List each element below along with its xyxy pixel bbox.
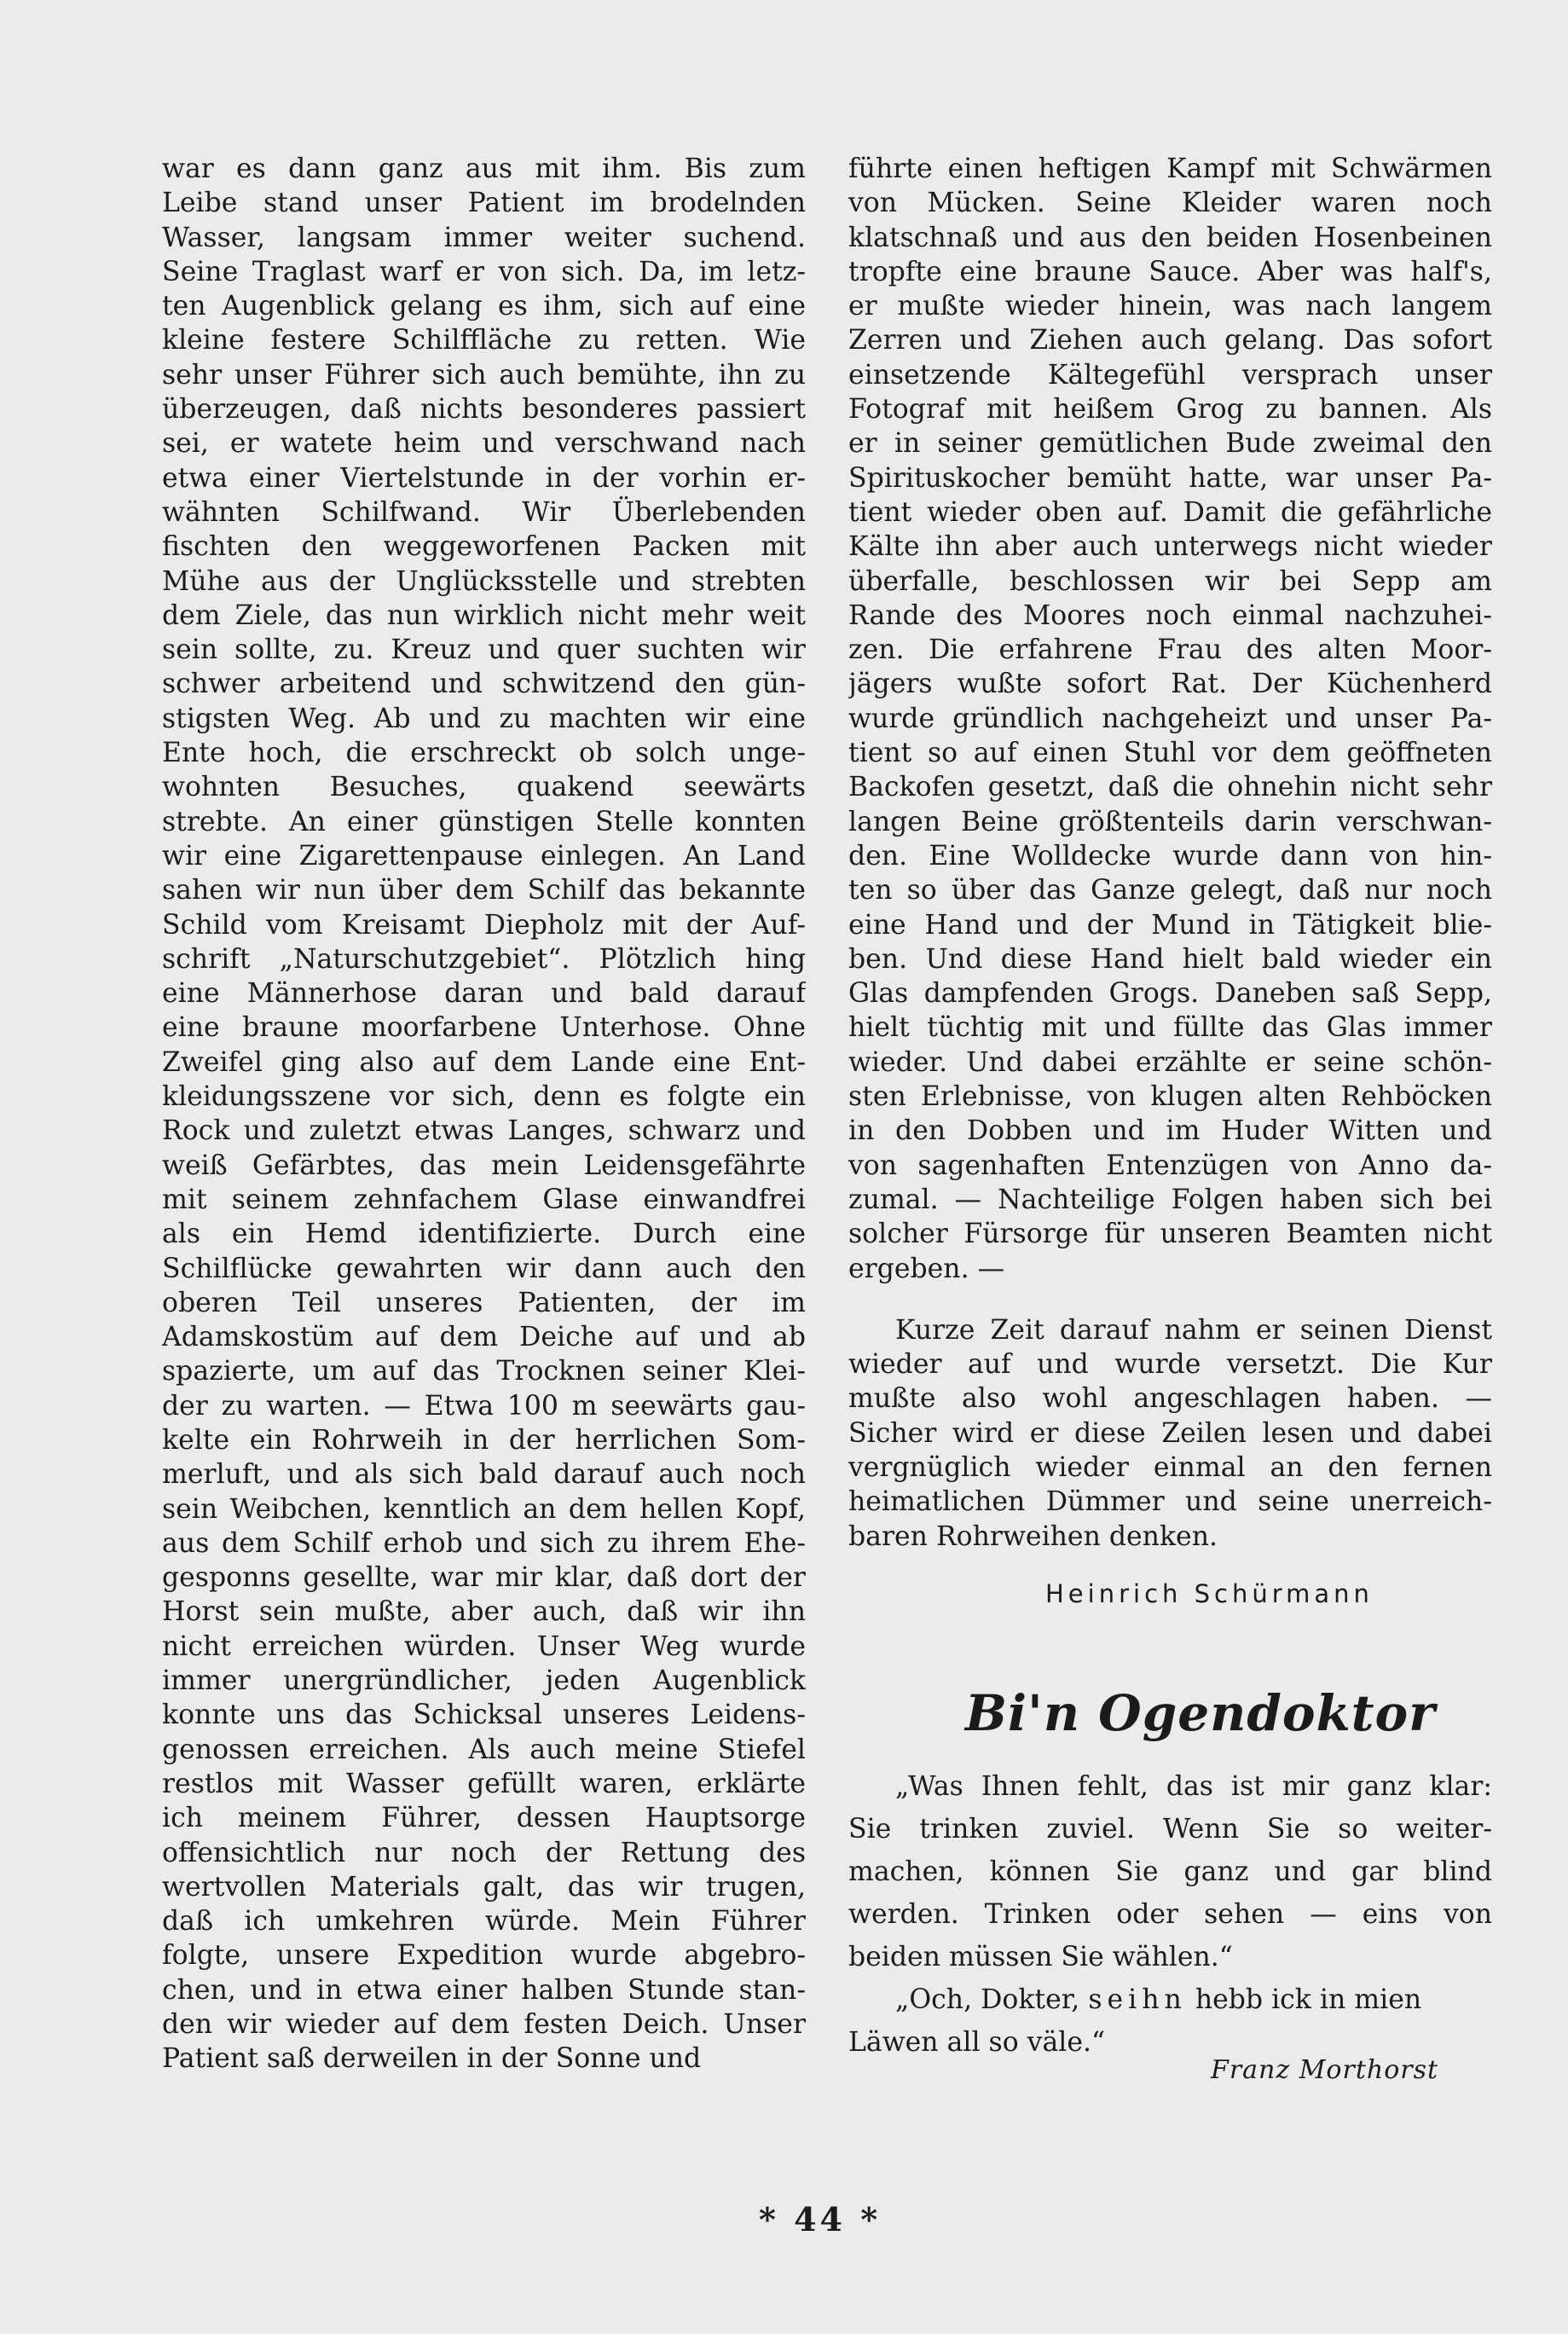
text-line: ich meinem Führer, dessen Hauptsorge: [162, 1803, 806, 1834]
text-line: wurde gründlich nachgeheizt und unser Pa-: [848, 703, 1492, 734]
right-column: [848, 152, 1492, 1581]
text-line: weiß Gefärbtes, das mein Leidensgefährte: [162, 1150, 806, 1181]
text-line: wohnten Besuches, quakend seewärts: [162, 772, 806, 803]
text-line: sein Weibchen, kenntlich an dem hellen Kopf,: [162, 1493, 806, 1525]
text-line: kleidungsszene vor sich, denn es folgte ein: [162, 1081, 806, 1113]
text-line: Sicher wird er diese Zeilen lesen und dabei: [848, 1417, 1492, 1449]
text-line: von sagenhaften Entenzügen von Anno da-: [848, 1150, 1492, 1181]
text-line: fischten den weggeworfenen Packen mit: [162, 531, 806, 563]
text-line: aus dem Schilf erhob und sich zu ihrem Ehe-: [162, 1527, 806, 1559]
text-line: tropfte eine braune Sauce. Aber was half's,: [848, 256, 1492, 287]
text-line: Fotograf mit heißem Grog zu bannen. Als: [848, 394, 1492, 426]
text-line: sahen wir nun über dem Schilf das bekannte: [162, 875, 806, 906]
text-line: Spirituskocher bemüht hatte, war unser Pa-: [848, 462, 1492, 494]
text-line: einsetzende Kältegefühl versprach unser: [848, 359, 1492, 391]
text-line: mit seinem zehnfachem Glase einwandfrei: [162, 1184, 806, 1215]
text-line: zumal. — Nachteilige Folgen haben sich bei: [848, 1184, 1492, 1215]
text-line: genossen erreichen. Als auch meine Stiefel: [162, 1734, 806, 1765]
text-line: er in seiner gemütlichen Bude zweimal den: [848, 428, 1492, 460]
text-line: Seine Traglast warf er von sich. Da, im letz-: [162, 256, 806, 287]
text-line: den. Eine Wolldecke wurde dann von hin-: [848, 840, 1492, 872]
text-line: merluft, und als sich bald darauf auch noch: [162, 1459, 806, 1491]
text-line: schwer arbeitend und schwitzend den gün-: [162, 669, 806, 700]
text-line: nicht erreichen würden. Unser Weg wurde: [162, 1630, 806, 1662]
text-line: eine braune moorfarbene Unterhose. Ohne: [162, 1012, 806, 1044]
text-line: eine Hand und der Mund in Tätigkeit blie-: [848, 909, 1492, 941]
text-line: schrift „Naturschutzgebiet“. Plötzlich hing: [162, 943, 806, 975]
paragraph-closing: [848, 1313, 1492, 1554]
text-line: kleine festere Schilffläche zu retten. Wie: [162, 325, 806, 356]
text-line: von Mücken. Seine Kleider waren noch: [848, 188, 1492, 219]
text-line: Patient saß derweilen in der Sonne und: [162, 2043, 702, 2075]
text-line: Mühe aus der Unglücksstelle und strebten: [162, 565, 806, 597]
poem-line: werden. Trinken oder sehen — eins von: [848, 1899, 1492, 1930]
text-line: zen. Die erfahrene Frau des alten Moor-: [848, 634, 1492, 666]
poem-reply-emphasis: seihn: [1088, 1984, 1187, 2015]
text-line: wähnten Schilfwand. Wir Überlebenden: [162, 496, 806, 528]
text-line: sei, er watete heim und verschwand nach: [162, 428, 806, 460]
text-line: Schilflücke gewahrten wir dann auch den: [162, 1253, 806, 1284]
text-line: jägers wußte sofort Rat. Der Küchenherd: [848, 669, 1492, 700]
text-line: oberen Teil unseres Patienten, der im: [162, 1287, 806, 1318]
text-line: offensichtlich nur noch der Rettung des: [162, 1837, 806, 1868]
text-line: führte einen heftigen Kampf mit Schwärmen: [848, 153, 1492, 184]
text-line: Schild vom Kreisamt Diepholz mit der Auf-: [162, 909, 806, 941]
text-line: Wasser, langsam immer weiter suchend.: [162, 222, 806, 253]
text-line: in den Dobben und im Huder Witten und: [848, 1115, 1492, 1147]
text-line: sehr unser Führer sich auch bemühte, ihn zu: [162, 359, 806, 391]
text-line: tient so auf einen Stuhl vor dem geöffneten: [848, 738, 1492, 769]
text-line: stigsten Weg. Ab und zu machten wir eine: [162, 703, 806, 734]
poem-author: Franz Morthorst: [1211, 2055, 1439, 2085]
text-line: baren Rohrweihen denken.: [848, 1520, 1218, 1552]
text-line: sein sollte, zu. Kreuz und quer suchten wir: [162, 634, 806, 666]
text-line: etwa einer Viertelstunde in der vorhin er-: [162, 462, 806, 494]
text-line: strebte. An einer günstigen Stelle konnten: [162, 806, 806, 837]
text-line: solcher Fürsorge für unseren Beamten nicht: [848, 1219, 1492, 1250]
text-line: chen, und in etwa einer halben Stunde stan-: [162, 1974, 806, 2006]
text-line: Horst sein mußte, aber auch, daß wir ihn: [162, 1596, 806, 1628]
text-line: Zerren und Ziehen auch gelang. Das sofort: [848, 325, 1492, 356]
page-number: * 44 *: [759, 2200, 882, 2238]
paragraph-continuation: [848, 152, 1492, 1286]
text-line: Glas dampfenden Grogs. Daneben saß Sepp,: [848, 978, 1492, 1010]
text-line: Adamskostüm auf dem Deiche auf und ab: [162, 1322, 806, 1353]
text-line: Backofen gesetzt, daß die ohnehin nicht sehr: [848, 772, 1492, 803]
text-line: war es dann ganz aus mit ihm. Bis zum: [162, 153, 806, 184]
text-line: der zu warten. — Etwa 100 m seewärts gau-: [162, 1390, 806, 1422]
text-line: tient wieder oben auf. Damit die gefährliche: [848, 496, 1492, 528]
text-line: mußte also wohl angeschlagen haben. —: [848, 1383, 1492, 1415]
text-line: ergeben. —: [848, 1253, 1005, 1284]
text-line: ten Augenblick gelang es ihm, sich auf eine: [162, 291, 806, 322]
poem-lines: [848, 1765, 1492, 1978]
text-line: wertvollen Materials galt, das wir trugen,: [162, 1871, 806, 1903]
poem-reply-line-2: Läwen all so väle.“: [848, 2027, 1106, 2058]
text-line: er mußte wieder hinein, was nach langem: [848, 291, 1492, 322]
text-line: überfalle, beschlossen wir bei Sepp am: [848, 565, 1492, 597]
text-line: konnte uns das Schicksal unseres Leidens-: [162, 1700, 806, 1731]
text-line: ben. Und diese Hand hielt bald wieder ein: [848, 943, 1492, 975]
poem-line: beiden müssen Sie wählen.“: [848, 1942, 1233, 1972]
poem-reply-end: hebb ick in mien: [1186, 1984, 1422, 2015]
text-line: Zweifel ging also auf dem Lande eine Ent-: [162, 1046, 806, 1078]
text-line: restlos mit Wasser gefüllt waren, erklärte: [162, 1768, 806, 1799]
text-line: wieder. Und dabei erzählte er seine schön-: [848, 1046, 1492, 1078]
text-line: Ente hoch, die erschreckt ob solch unge-: [162, 738, 806, 769]
text-line: klatschnaß und aus den beiden Hosenbeinen: [848, 222, 1492, 253]
text-line: daß ich umkehren würde. Mein Führer: [162, 1906, 806, 1937]
poem-line: „Was Ihnen fehlt, das ist mir ganz klar:: [895, 1771, 1492, 1802]
poem-reply-start: „Och, Dokter,: [895, 1984, 1089, 2015]
poem-reply-line: [848, 1978, 1492, 2021]
left-column: [162, 152, 806, 2076]
poem-title: Bi'n Ogendoktor: [965, 1684, 1436, 1742]
text-line: kelte ein Rohrweih in der herrlichen Som-: [162, 1424, 806, 1456]
text-line: als ein Hemd identifizierte. Durch eine: [162, 1219, 806, 1250]
text-line: den wir wieder auf dem festen Deich. Unser: [162, 2009, 806, 2041]
author-signature: Heinrich Schürmann: [1045, 1579, 1374, 1608]
text-line: Rock und zuletzt etwas Langes, schwarz und: [162, 1115, 806, 1147]
text-line: Kurze Zeit darauf nahm er seinen Dienst: [895, 1314, 1492, 1346]
text-line: heimatlichen Dümmer und seine unerreich-: [848, 1486, 1492, 1518]
text-line: Rande des Moores noch einmal nachzuhei-: [848, 599, 1492, 631]
text-line: folgte, unsere Expedition wurde abgebro-: [162, 1940, 806, 1972]
text-line: sten Erlebnisse, von klugen alten Rehböcken: [848, 1081, 1492, 1113]
text-line: spazierte, um auf das Trocknen seiner Klei-: [162, 1356, 806, 1387]
text-line: überzeugen, daß nichts besonderes passiert: [162, 394, 806, 426]
text-line: wieder auf und wurde versetzt. Die Kur: [848, 1349, 1492, 1381]
text-line: hielt tüchtig mit und füllte das Glas immer: [848, 1012, 1492, 1044]
poem-line: machen, können Sie ganz und gar blind: [848, 1856, 1492, 1887]
text-line: Leibe stand unser Patient im brodelnden: [162, 188, 806, 219]
poem-line: Sie trinken zuviel. Wenn Sie so weiter-: [848, 1814, 1492, 1845]
text-line: dem Ziele, das nun wirklich nicht mehr weit: [162, 599, 806, 631]
poem-body: [848, 1765, 1492, 2064]
text-line: Kälte ihn aber auch unterwegs nicht wieder: [848, 531, 1492, 563]
text-line: langen Beine größtenteils darin verschwan-: [848, 806, 1492, 837]
text-line: ten so über das Ganze gelegt, daß nur noch: [848, 875, 1492, 906]
text-line: vergnüglich wieder einmal an den fernen: [848, 1451, 1492, 1483]
text-line: wir eine Zigarettenpause einlegen. An Land: [162, 840, 806, 872]
text-line: gesponns gesellte, war mir klar, daß dort der: [162, 1562, 806, 1594]
text-line: immer unergründlicher, jeden Augenblick: [162, 1665, 806, 1697]
text-line: eine Männerhose daran und bald darauf: [162, 978, 806, 1010]
